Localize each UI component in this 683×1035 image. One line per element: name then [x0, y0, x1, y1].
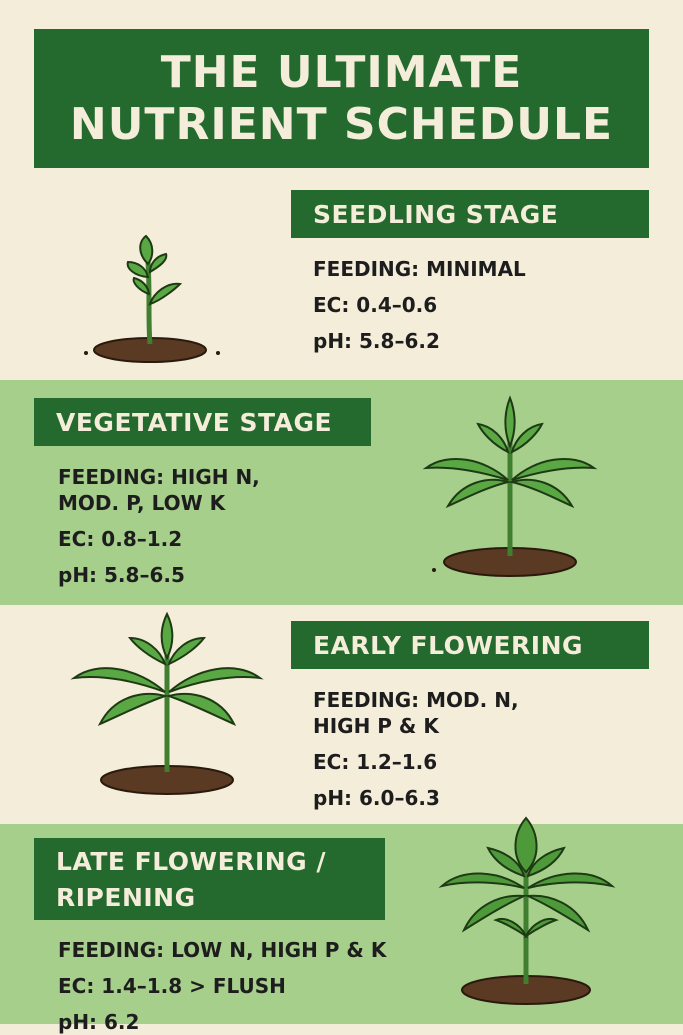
- vegetative-stage-header: VEGETATIVE STAGE: [34, 398, 371, 446]
- seedling-ph: pH: 5.8–6.2: [313, 329, 440, 353]
- title-line-2: NUTRIENT SCHEDULE: [69, 98, 614, 150]
- early-flowering-feeding-line-2: HIGH P & K: [313, 714, 439, 738]
- vegetative-ph: pH: 5.8–6.5: [58, 563, 185, 587]
- title-line-1: THE ULTIMATE: [160, 46, 523, 98]
- vegetative-feeding-line-2: MOD. P, LOW K: [58, 491, 226, 515]
- late-flowering-stage-header: [34, 838, 385, 920]
- vegetative-plant-icon: [422, 396, 598, 580]
- ripening-plant-icon: [440, 816, 616, 1008]
- vegetative-stage-info: [58, 464, 260, 588]
- early-flowering-stage-header: EARLY FLOWERING: [291, 621, 649, 669]
- late-flowering-ph: pH: 6.2: [58, 1010, 140, 1034]
- seedling-icon: [76, 232, 226, 364]
- vegetative-ec: EC: 0.8–1.2: [58, 527, 183, 551]
- late-flowering-stage-info: [58, 937, 386, 1035]
- seedling-feeding: FEEDING: MINIMAL: [313, 257, 526, 281]
- early-flowering-feeding-line-1: FEEDING: MOD. N,: [313, 688, 519, 712]
- page-title: [34, 29, 649, 168]
- late-flowering-ec: EC: 1.4–1.8 > FLUSH: [58, 974, 286, 998]
- seedling-stage-header: SEEDLING STAGE: [291, 190, 649, 238]
- early-flowering-stage-info: [313, 687, 519, 811]
- late-flowering-header-line-2: RIPENING: [56, 883, 196, 912]
- early-flowering-ph: pH: 6.0–6.3: [313, 786, 440, 810]
- flowering-plant-icon: [72, 612, 262, 798]
- seedling-ec: EC: 0.4–0.6: [313, 293, 438, 317]
- early-flowering-ec: EC: 1.2–1.6: [313, 750, 438, 774]
- vegetative-feeding-line-1: FEEDING: HIGH N,: [58, 465, 260, 489]
- late-flowering-header-line-1: LATE FLOWERING /: [56, 847, 327, 876]
- seedling-stage-info: [313, 256, 526, 354]
- late-flowering-feeding: FEEDING: LOW N, HIGH P & K: [58, 938, 387, 962]
